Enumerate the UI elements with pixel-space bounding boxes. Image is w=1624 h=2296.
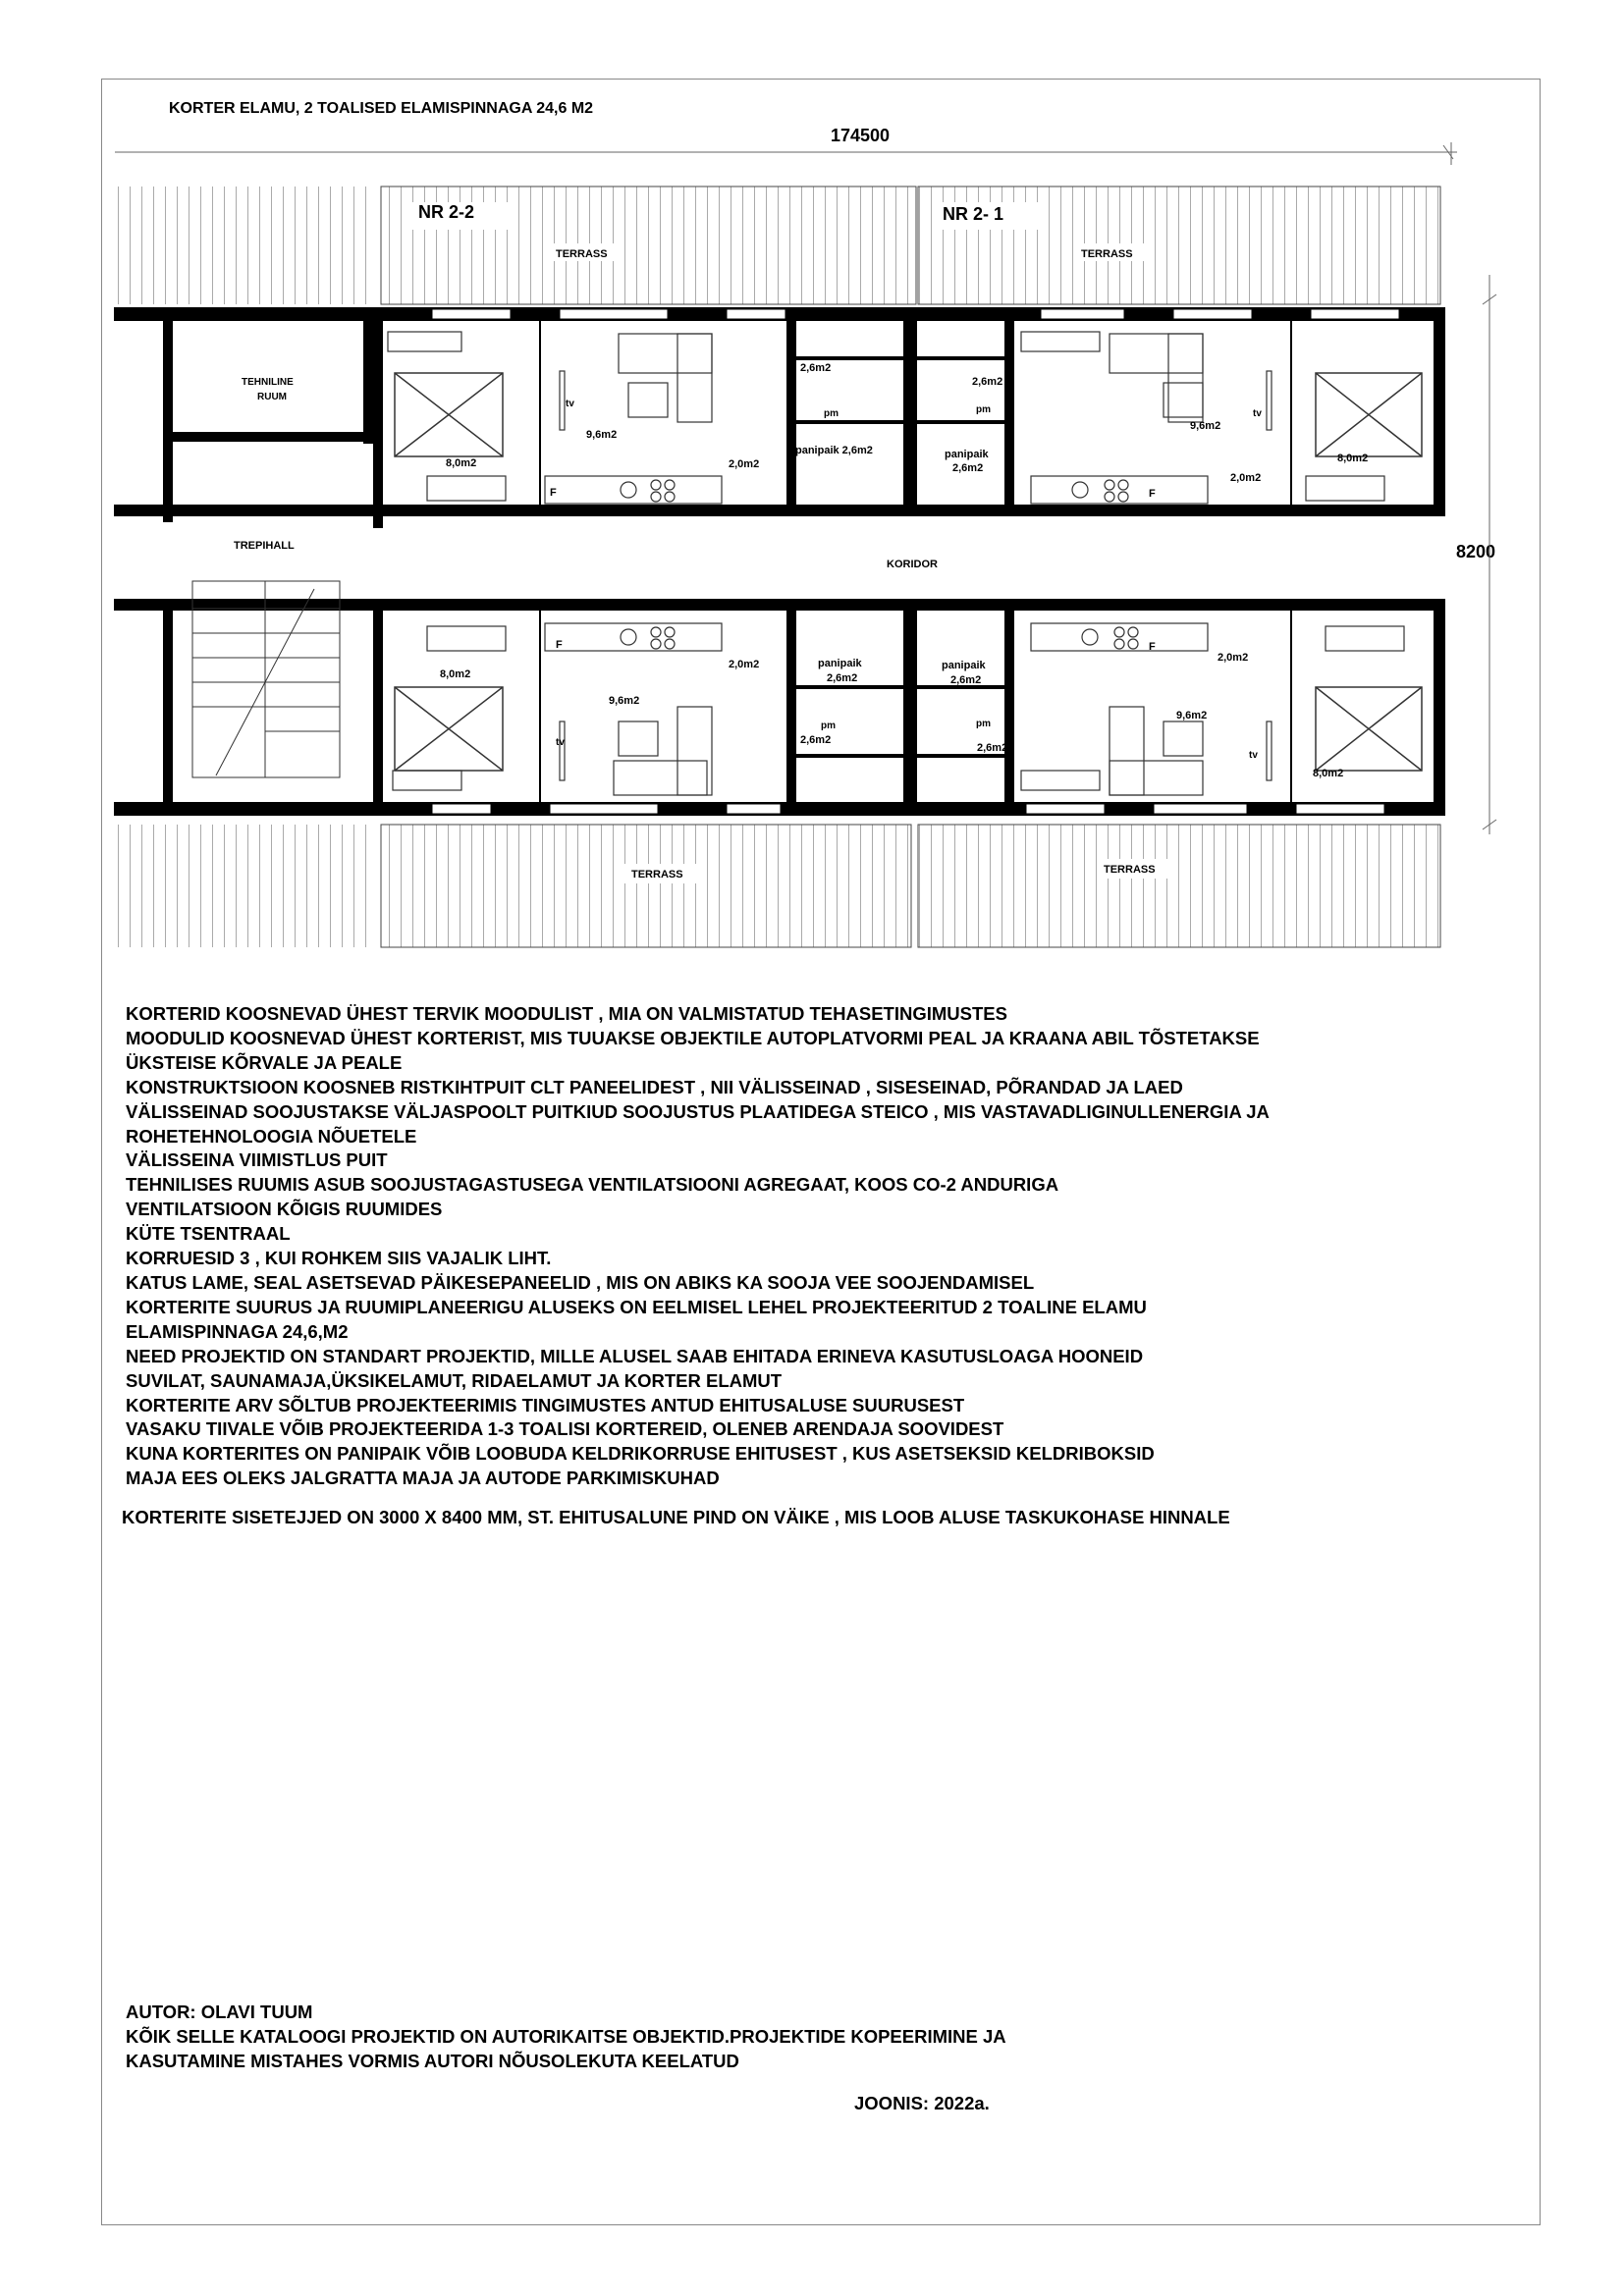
bedroom-area: 8,0m2 <box>446 457 477 469</box>
fridge-label: F <box>1149 488 1156 500</box>
bath-label: pm <box>976 719 991 729</box>
bedroom-area: 8,0m2 <box>1313 768 1344 779</box>
bath-area: 2,6m2 <box>972 376 1003 388</box>
terrace-top-left <box>114 187 375 304</box>
walls <box>114 307 1445 816</box>
kitchen-area: 2,0m2 <box>1230 472 1262 484</box>
terrace-bottom-left <box>114 825 375 947</box>
note-line: KORTERITE ARV SÕLTUB PROJEKTEERIMIS TINGIMUSTES ANTUD EHITUSALUSE SUURUSEST <box>126 1394 965 1415</box>
note-line: NEED PROJEKTID ON STANDART PROJEKTID, MILLE ALUSEL SAAB EHITADA ERINEVA KASUTUSLOAGA HOONEID <box>126 1345 1144 1366</box>
sheet-title: KORTER ELAMU, 2 TOALISED ELAMISPINNAGA 24,6 M2 <box>169 100 594 117</box>
pantry-area: 2,6m2 <box>827 672 858 684</box>
corridor-label: KORIDOR <box>887 559 938 570</box>
bath-area: 2,6m2 <box>800 734 832 746</box>
living-area: 9,6m2 <box>1176 710 1208 721</box>
author-block <box>126 2000 1006 2073</box>
living-area: 9,6m2 <box>609 695 640 707</box>
terrace-bottom-unit-2-2 <box>381 825 911 947</box>
terrace-label: TERRASS <box>1081 248 1133 260</box>
note-line: KORRUESID 3 , KUI ROHKEM SIIS VAJALIK LIHT. <box>126 1248 552 1269</box>
unit-label-nr-2-1: NR 2- 1 <box>943 204 1004 224</box>
drawing-date: JOONIS: 2022a. <box>854 2093 990 2113</box>
tv-label: tv <box>1253 408 1262 419</box>
note-line: KUNA KORTERITES ON PANIPAIK VÕIB LOOBUDA KELDRIKORRUSE EHITUSEST , KUS ASETSEKSID KELDRIBOKSID <box>126 1443 1155 1465</box>
author-name: AUTOR: OLAVI TUUM <box>126 2002 313 2022</box>
note-line: KORTERITE SUURUS JA RUUMIPLANEERIGU ALUSEKS ON EELMISEL LEHEL PROJEKTEERITUD 2 TOALINE ELAMU <box>126 1296 1147 1317</box>
pantry-label: panipaik <box>945 449 989 460</box>
stair-hall-label: TREPIHALL <box>234 540 295 552</box>
terrace-label: TERRASS <box>631 869 683 881</box>
bath-label: pm <box>824 408 839 419</box>
note-line: KORTERID KOOSNEVAD ÜHEST TERVIK MOODULIST , MIA ON VALMISTATUD TEHASETINGIMUSTES <box>126 1003 1007 1024</box>
fridge-label: F <box>556 639 563 651</box>
note-line: VENTILATSIOON KÕIGIS RUUMIDES <box>126 1199 443 1220</box>
living-area: 9,6m2 <box>586 429 618 441</box>
description-notes <box>126 1002 1520 1491</box>
pantry-label: panipaik <box>818 658 862 669</box>
kitchen-area: 2,0m2 <box>1218 652 1249 664</box>
note-line: KONSTRUKTSIOON KOOSNEB RISTKIHTPUIT CLT PANEELIDEST , NII VÄLISSEINAD , SISESEINAD, PÕRANDAD JA LAED <box>126 1076 1183 1097</box>
bath-area: 2,6m2 <box>977 742 1008 754</box>
copyright-line: KASUTAMINE MISTAHES VORMIS AUTORI NÕUSOLEKUTA KEELATUD <box>126 2051 739 2071</box>
bath-label: pm <box>821 721 836 731</box>
note-line: VÄLISSEINAD SOOJUSTAKSE VÄLJASPOOLT PUITKIUD SOOJUSTUS PLAATIDEGA STEICO , MIS VASTAVADLIGINULLENERGIA JA <box>126 1100 1270 1122</box>
kitchen-area: 2,0m2 <box>729 458 760 470</box>
terrace-label: TERRASS <box>1104 864 1156 876</box>
note-line: MAJA EES OLEKS JALGRATTA MAJA JA AUTODE PARKIMISKUHAD <box>126 1468 720 1489</box>
bath-area: 2,6m2 <box>800 362 832 374</box>
tv-label: tv <box>556 737 565 748</box>
terrace-label: TERRASS <box>556 248 608 260</box>
note-line: KÜTE TSENTRAAL <box>126 1223 291 1245</box>
kitchen-area: 2,0m2 <box>729 659 760 670</box>
tv-label: tv <box>1249 750 1258 761</box>
bedroom-area: 8,0m2 <box>440 668 471 680</box>
unit-label-nr-2-2: NR 2-2 <box>418 202 475 222</box>
pantry-label: panipaik 2,6m2 <box>795 445 873 456</box>
note-line: ELAMISPINNAGA 24,6,M2 <box>126 1320 349 1342</box>
size-note: KORTERITE SISETEJJED ON 3000 X 8400 MM, ST. EHITUSALUNE PIND ON VÄIKE , MIS LOOB ALUSE TASKUKOHASE HINNALE <box>122 1507 1230 1527</box>
dimension-width: 174500 <box>831 126 891 145</box>
note-line: VASAKU TIIVALE VÕIB PROJEKTEERIDA 1-3 TOALISI KORTEREID, OLENEB ARENDAJA SOOVIDEST <box>126 1418 1004 1440</box>
note-line: VÄLISSEINA VIIMISTLUS PUIT <box>126 1149 388 1171</box>
tv-label: tv <box>566 399 574 409</box>
pantry-label: panipaik <box>942 660 986 671</box>
note-line: ROHETEHNOLOOGIA NÕUETELE <box>126 1125 417 1147</box>
note-line: TEHNILISES RUUMIS ASUB SOOJUSTAGASTUSEGA VENTILATSIOONI AGREGAAT, KOOS CO-2 ANDURIGA <box>126 1174 1059 1196</box>
terrace-decking <box>114 187 1440 947</box>
note-line: KATUS LAME, SEAL ASETSEVAD PÄIKESEPANEELID , MIS ON ABIKS KA SOOJA VEE SOOJENDAMISEL <box>126 1271 1035 1293</box>
living-area: 9,6m2 <box>1190 420 1221 432</box>
terrace-bottom-unit-2-1 <box>918 825 1440 947</box>
fridge-label: F <box>550 487 557 499</box>
dimension-depth: 8200 <box>1456 542 1496 561</box>
floor-plan <box>0 0 1624 982</box>
note-line: ÜKSTEISE KÕRVALE JA PEALE <box>126 1051 403 1073</box>
copyright-line: KÕIK SELLE KATALOOGI PROJEKTID ON AUTORIKAITSE OBJEKTID.PROJEKTIDE KOPEERIMINE JA <box>126 2026 1006 2047</box>
technical-room-label: TEHNILINE <box>242 377 294 388</box>
fridge-label: F <box>1149 641 1156 653</box>
pantry-area: 2,6m2 <box>950 674 982 686</box>
bedroom-area: 8,0m2 <box>1337 453 1369 464</box>
note-line: SUVILAT, SAUNAMAJA,ÜKSIKELAMUT, RIDAELAMUT JA KORTER ELAMUT <box>126 1369 783 1391</box>
note-line: MOODULID KOOSNEVAD ÜHEST KORTERIST, MIS TUUAKSE OBJEKTILE AUTOPLATVORMI PEAL JA KRAANA ABIL TÕSTETAKSE <box>126 1027 1260 1048</box>
technical-room-label: RUUM <box>257 392 287 402</box>
pantry-area: 2,6m2 <box>952 462 984 474</box>
bath-label: pm <box>976 404 991 415</box>
